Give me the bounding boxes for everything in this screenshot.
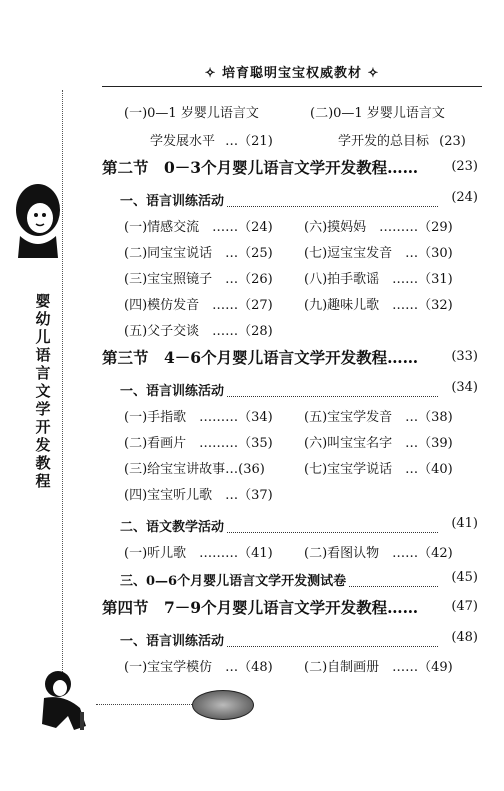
section-heading-label: 第二节 0－3个月婴儿语言文学开发教程…… xyxy=(102,158,419,177)
toc-item[interactable]: (五)父子交谈 ……（28) xyxy=(124,324,273,339)
toc-item[interactable]: (一)情感交流 ……（24) xyxy=(124,220,273,235)
subsection-page-number: (45) xyxy=(451,570,478,585)
subsection-label: 二、语文教学活动 xyxy=(120,520,225,535)
toc-item[interactable]: (三)宝宝照镜子 …（26) xyxy=(124,272,273,287)
toc-continuation-2a-label: 学发展水平 xyxy=(150,134,216,149)
footer-ornament-oval xyxy=(192,690,254,720)
toc-continuation-2b-label: 学开发的总目标 xyxy=(338,134,430,149)
subsection-heading[interactable] xyxy=(120,380,478,399)
section-heading-label: 第四节 7－9个月婴儿语言文学开发教程…… xyxy=(102,598,419,617)
toc-continuation-2a xyxy=(150,130,273,149)
subsection-page-number: (34) xyxy=(451,380,478,395)
toc-continuation-2a-page: …（21) xyxy=(225,134,273,149)
section-page-number: (47) xyxy=(451,599,478,614)
toc-item[interactable]: (八)拍手歌谣 ……（31) xyxy=(304,272,453,287)
side-book-title: 婴幼儿语言文学开发教程 xyxy=(35,292,51,490)
subsection-page-number: (41) xyxy=(451,516,478,531)
toc-item[interactable]: (二)看图认物 ……（42) xyxy=(304,546,453,561)
section-heading[interactable] xyxy=(102,156,478,178)
toc-item[interactable]: (四)宝宝听儿歌 …（37) xyxy=(124,488,273,503)
toc-item[interactable]: (一)手指歌 ………（34) xyxy=(124,410,273,425)
baby-face-illustration xyxy=(12,180,64,258)
toc-item[interactable]: (五)宝宝学发音 …（38) xyxy=(304,410,453,425)
toc-item[interactable]: (二)自制画册 ……（49) xyxy=(304,660,453,675)
footer-dotted-line xyxy=(96,704,200,705)
toc-item[interactable]: (二)看画片 ………（35) xyxy=(124,436,273,451)
toc-item[interactable]: (六)摸妈妈 ………（29) xyxy=(304,220,453,235)
toc-item[interactable]: (三)给宝宝讲故事…(36) xyxy=(124,462,265,477)
toc-item[interactable]: (四)模仿发音 ……（27) xyxy=(124,298,273,313)
subsection-label: 一、语言训练活动 xyxy=(120,194,225,209)
crawling-baby-illustration xyxy=(34,668,94,738)
subsection-page-number: (24) xyxy=(451,190,478,205)
section-heading[interactable] xyxy=(102,346,478,368)
toc-continuation-2b-page: (23) xyxy=(439,134,466,149)
section-heading-label: 第三节 4－6个月婴儿语言文学开发教程…… xyxy=(102,348,419,367)
toc-item[interactable]: (七)宝宝学说话 …（40) xyxy=(304,462,453,477)
subsection-heading[interactable] xyxy=(120,570,478,589)
running-header: ✧ 培育聪明宝宝权威教材 ✧ xyxy=(204,66,380,81)
toc-item[interactable]: (一)宝宝学模仿 …（48) xyxy=(124,660,273,675)
section-heading[interactable] xyxy=(102,596,478,618)
subsection-heading[interactable] xyxy=(120,630,478,649)
subsection-label: 一、语言训练活动 xyxy=(120,634,225,649)
toc-item[interactable]: (九)趣味儿歌 ……（32) xyxy=(304,298,453,313)
section-page-number: (23) xyxy=(451,159,478,174)
toc-item[interactable]: (六)叫宝宝名字 …（39) xyxy=(304,436,453,451)
toc-continuation-1b: (二)0—1 岁婴儿语言文 xyxy=(310,106,445,121)
subsection-label: 三、0—6个月婴儿语言文学开发测试卷 xyxy=(120,574,347,589)
toc-continuation-2b xyxy=(338,130,466,149)
header-rule xyxy=(102,86,482,87)
subsection-page-number: (48) xyxy=(451,630,478,645)
margin-dotted-rule xyxy=(62,90,63,690)
subsection-heading[interactable] xyxy=(120,516,478,535)
subsection-label: 一、语言训练活动 xyxy=(120,384,225,399)
toc-item[interactable]: (二)同宝宝说话 …（25) xyxy=(124,246,273,261)
toc-item[interactable]: (一)听儿歌 ………（41) xyxy=(124,546,273,561)
toc-continuation-1a: (一)0—1 岁婴儿语言文 xyxy=(124,106,259,121)
section-page-number: (33) xyxy=(451,349,478,364)
subsection-heading[interactable] xyxy=(120,190,478,209)
toc-item[interactable]: (七)逗宝宝发音 …（30) xyxy=(304,246,453,261)
